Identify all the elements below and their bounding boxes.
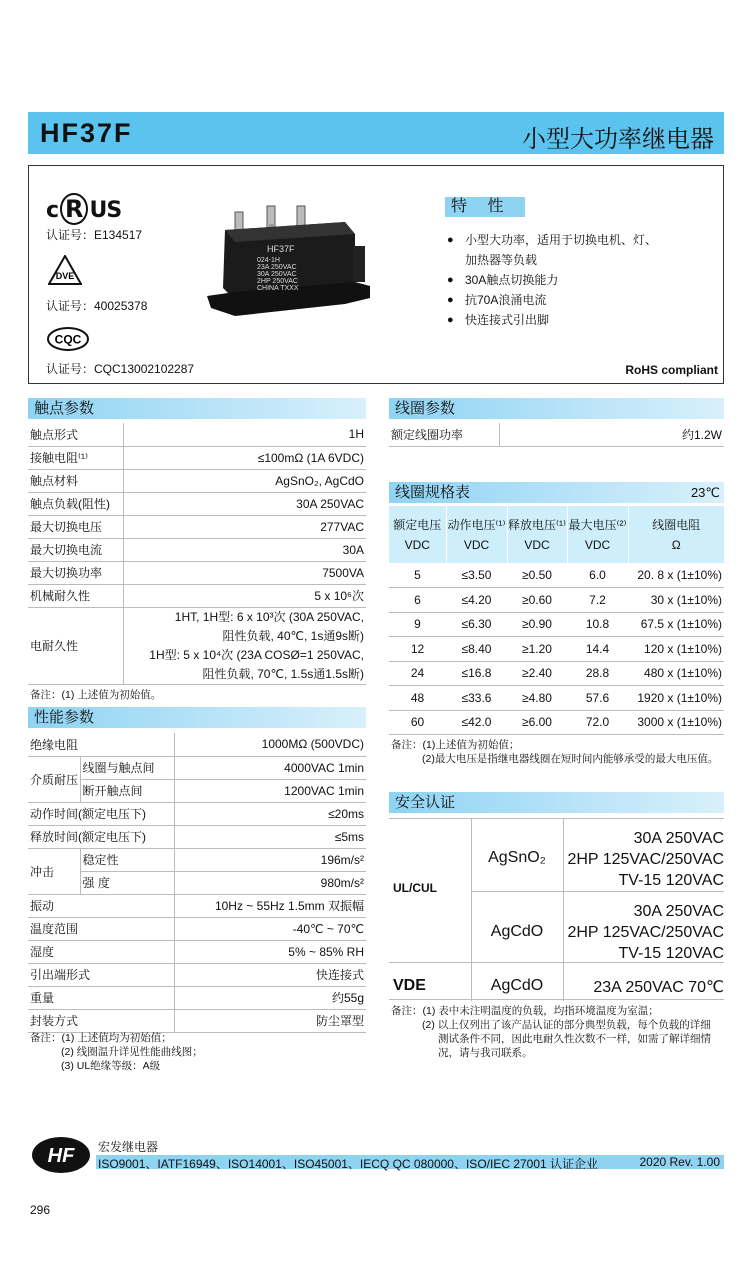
footer-certifications: ISO9001、IATF16949、ISO14001、ISO45001、IECQ QC 080000、ISO/IEC 27001 认证企业 — [98, 1157, 599, 1171]
perf-value: 约55g — [174, 986, 366, 1009]
vde-material: AgCdO — [490, 977, 544, 994]
perf-value: 5% ~ 85% RH — [174, 940, 366, 963]
svg-text:HF37F: HF37F — [267, 244, 295, 254]
perf-label: 封装方式 — [28, 1009, 174, 1032]
company-name: 宏发继电器 — [98, 1140, 159, 1154]
coil-spec-title: 线圈规格表 — [395, 484, 471, 501]
perf-value: 10Hz ~ 55Hz 1.5mm 双振幅 — [174, 894, 366, 917]
contact-value: 7500VA — [123, 561, 366, 584]
table-row: 6 ≤4.20 ≥0.60 7.2 30 x (1±10%) — [389, 588, 724, 613]
perf-sublabel: 线圈与触点间 — [80, 756, 174, 779]
note-line: 测试条件不同，因此电耐久性次数不一样，如需了解详细情 — [438, 1033, 711, 1045]
perf-label: 动作时间(额定电压下) — [28, 802, 174, 825]
coil-table — [389, 423, 724, 447]
contact-label: 接触电阻⁽¹⁾ — [28, 446, 123, 469]
performance-table — [28, 733, 366, 1033]
page-number: 296 — [30, 1203, 51, 1217]
perf-label: 绝缘电阻 — [28, 733, 174, 756]
table-row: 9 ≤6.30 ≥0.90 10.8 67.5 x (1±10%) — [389, 612, 724, 637]
ul-cul-label: UL/CUL — [393, 881, 437, 895]
contact-note: 备注：(1) 上述值为初始值。 — [30, 689, 162, 701]
features-list — [447, 230, 707, 330]
vde-rating: 23A 250VAC 70℃ — [593, 979, 724, 996]
perf-label: 重量 — [28, 986, 174, 1009]
contact-label: 最大切换电压 — [28, 515, 123, 538]
hongfa-logo-icon — [30, 1135, 92, 1175]
table-row: 60 ≤42.0 ≥6.00 72.0 3000 x (1±10%) — [389, 710, 724, 735]
note-line: 备注：(1) 表中未注明温度的负载，均指环境温度为室温； — [391, 1005, 659, 1017]
perf-label: 温度范围 — [28, 917, 174, 940]
coil-spec-temp: 23℃ — [690, 485, 720, 500]
contact-label: 触点形式 — [28, 423, 123, 446]
contact-label: 最大切换功率 — [28, 561, 123, 584]
perf-value: 1200VAC 1min — [174, 779, 366, 802]
coil-header: 额定电压 VDC — [389, 506, 446, 563]
contact-value: 5 x 10⁶次 — [123, 584, 366, 607]
note-line: 况，请与我司联系。 — [438, 1047, 533, 1059]
cqc-cert-number: 认证号：CQC13002102287 — [46, 362, 195, 376]
coil-header: 动作电压⁽¹⁾ VDC — [446, 506, 507, 563]
contact-label: 机械耐久性 — [28, 584, 123, 607]
rohs-label: RoHS compliant — [625, 363, 718, 377]
ul-ratings: 30A 250VAC 2HP 125VAC/250VAC TV-15 120VAC — [567, 830, 724, 889]
contact-label: 触点材料 — [28, 469, 123, 492]
features-heading: 特 性 — [445, 197, 525, 217]
feature-item: ● 小型大功率，适用于切换电机、灯、 — [447, 230, 707, 250]
table-row: 48 ≤33.6 ≥4.80 57.6 1920 x (1±10%) — [389, 686, 724, 711]
coil-header: 最大电压⁽²⁾ VDC — [567, 506, 628, 563]
contact-value: 30A 250VAC — [123, 492, 366, 515]
vde-cert-number: 认证号：40025378 — [46, 299, 148, 313]
svg-text:CQC: CQC — [54, 332, 82, 347]
perf-value: -40℃ ~ 70℃ — [174, 917, 366, 940]
footer-revision: 2020 Rev. 1.00 — [639, 1155, 720, 1169]
coil-notes — [391, 738, 718, 766]
elec-line: 1HT, 1H型: 6 x 10³次 (30A 250VAC, — [174, 609, 364, 624]
note-line: (3) UL绝缘等级：A级 — [61, 1060, 161, 1072]
contact-section-heading: 触点参数 — [28, 398, 366, 419]
coil-power-label: 额定线圈功率 — [389, 423, 499, 446]
title-bar — [28, 112, 724, 154]
safety-table — [389, 818, 724, 1000]
perf-label: 冲击 — [28, 848, 80, 894]
contact-table — [28, 423, 366, 685]
svg-text:HF: HF — [47, 1145, 75, 1167]
coil-spec-heading — [389, 482, 724, 503]
perf-sublabel: 强 度 — [80, 871, 174, 894]
contact-label: 最大切换电流 — [28, 538, 123, 561]
perf-sublabel: 稳定性 — [80, 848, 174, 871]
perf-value: 4000VAC 1min — [174, 756, 366, 779]
coil-header: 释放电压⁽¹⁾ VDC — [507, 506, 567, 563]
safety-notes — [391, 1004, 726, 1060]
performance-section-heading: 性能参数 — [28, 707, 366, 728]
perf-label: 引出端形式 — [28, 963, 174, 986]
ul-ratings: 30A 250VAC 2HP 125VAC/250VAC TV-15 120VAC — [567, 903, 724, 962]
coil-section-heading: 线圈参数 — [389, 398, 724, 419]
contact-value: ≤100mΩ (1A 6VDC) — [123, 446, 366, 469]
note-line: 备注：(1) 上述值均为初始值； — [30, 1032, 172, 1044]
ul-cert-number: 认证号：E134517 — [46, 228, 143, 242]
ul-material: AgSnO₂ — [488, 849, 546, 866]
svg-text:DVE: DVE — [55, 271, 75, 281]
safety-section-heading: 安全认证 — [389, 792, 724, 813]
svg-text:2HP 250VAC: 2HP 250VAC — [257, 278, 298, 285]
vde-logo-icon — [48, 255, 82, 285]
svg-text:23A 250VAC: 23A 250VAC — [257, 264, 297, 271]
contact-label: 触点负载(阻性) — [28, 492, 123, 515]
note-line: (2) 以上仅列出了该产品认证的部分典型负载，每个负载的详细 — [422, 1019, 711, 1031]
perf-value: 防尘罩型 — [174, 1009, 366, 1032]
cqc-logo-icon — [46, 326, 90, 352]
perf-value: ≤20ms — [174, 802, 366, 825]
feature-item: ● 30A触点切换能力 — [447, 270, 707, 290]
coil-spec-table — [389, 506, 724, 735]
note-line: (2)最大电压是指继电器线圈在短时间内能够承受的最大电压值。 — [422, 753, 719, 765]
table-row: 5 ≤3.50 ≥0.50 6.0 20. 8 x (1±10%) — [389, 563, 724, 588]
svg-text:30A 250VAC: 30A 250VAC — [257, 271, 297, 278]
electrical-endurance-label: 电耐久性 — [28, 607, 123, 684]
contact-value: 277VAC — [123, 515, 366, 538]
elec-line: 阻性负载, 70℃, 1.5s通1.5s断) — [202, 666, 364, 681]
contact-value: 1H — [123, 423, 366, 446]
product-subtitle: 小型大功率继电器 — [522, 126, 714, 153]
vde-label: VDE — [393, 977, 426, 994]
ul-logo-icon: c R US — [46, 195, 122, 223]
elec-line: 阻性负载, 40℃, 1s通9s断) — [222, 628, 364, 643]
feature-item: ● 快连接式引出脚 — [447, 310, 707, 330]
perf-value: ≤5ms — [174, 825, 366, 848]
perf-value: 1000MΩ (500VDC) — [174, 733, 366, 756]
contact-value: 30A — [123, 538, 366, 561]
coil-power-value: 约1.2W — [499, 423, 724, 446]
contact-value: AgSnO₂, AgCdO — [123, 469, 366, 492]
svg-text:CHINA TXXX: CHINA TXXX — [257, 285, 299, 292]
coil-header: 线圈电阻 Ω — [628, 506, 724, 563]
perf-label: 介质耐压 — [28, 756, 80, 802]
note-line: (2) 线圈温升详见性能曲线图； — [61, 1046, 203, 1058]
perf-label: 湿度 — [28, 940, 174, 963]
elec-line: 1H型: 5 x 10⁴次 (23A COSØ=1 250VAC, — [149, 647, 364, 662]
performance-notes — [30, 1031, 203, 1073]
perf-value: 980m/s² — [174, 871, 366, 894]
table-row: 24 ≤16.8 ≥2.40 28.8 480 x (1±10%) — [389, 661, 724, 686]
ul-material: AgCdO — [490, 923, 544, 940]
electrical-endurance-value — [123, 607, 366, 684]
feature-item: ● 抗70A浪涌电流 — [447, 290, 707, 310]
product-model: HF37F — [40, 118, 133, 148]
perf-value: 快连接式 — [174, 963, 366, 986]
perf-label: 释放时间(额定电压下) — [28, 825, 174, 848]
svg-text:024-1H: 024-1H — [257, 257, 280, 264]
perf-value: 196m/s² — [174, 848, 366, 871]
feature-item-cont: 加热器等负载 — [465, 253, 538, 267]
relay-product-image — [205, 200, 375, 330]
perf-label: 振动 — [28, 894, 174, 917]
note-line: 备注：(1)上述值为初始值； — [391, 739, 520, 751]
table-row: 12 ≤8.40 ≥1.20 14.4 120 x (1±10%) — [389, 637, 724, 662]
perf-sublabel: 断开触点间 — [80, 779, 174, 802]
